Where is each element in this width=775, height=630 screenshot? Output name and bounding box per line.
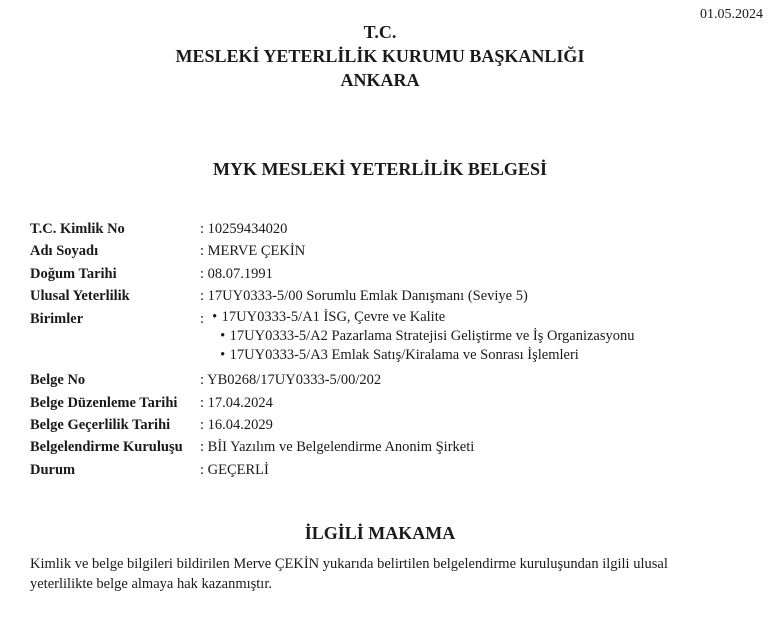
field-row-birimler (30, 308, 760, 366)
field-label: Doğum Tarihi (30, 265, 117, 282)
field-label: Adı Soyadı (30, 243, 99, 260)
bullet-icon: • (220, 347, 226, 364)
field-row-ulusal (30, 285, 760, 307)
field-row-kimlik (30, 218, 760, 240)
field-label: Belgelendirme Kuruluşu (30, 439, 183, 456)
statement-paragraph: Kimlik ve belge bilgileri bildirilen Merve ÇEKİN yukarıda belirtilen belgelendirme kuruluşundan ilgili ulusal yeterlilikte belge almaya hak kazanmıştır. (30, 556, 668, 592)
field-label: Belge No (30, 372, 86, 389)
list-item (208, 308, 635, 327)
field-row-durum (30, 459, 760, 481)
field-row-duzenleme (30, 392, 760, 414)
unit-text: 17UY0333-5/A2 Pazarlama Stratejisi Geliştirme ve İş Organizasyonu (229, 327, 635, 344)
field-label: Belge Geçerlilik Tarihi (30, 417, 171, 434)
field-label: Durum (30, 461, 76, 478)
field-value-units (200, 308, 760, 366)
field-row-gecerlilik (30, 414, 760, 436)
field-row-kurulus (30, 436, 760, 458)
field-value: : MERVE ÇEKİN (200, 243, 306, 260)
field-label: Birimler (30, 310, 84, 327)
field-value: : 16.04.2029 (200, 417, 273, 434)
field-value: : GEÇERLİ (200, 461, 269, 478)
unit-text: 17UY0333-5/A1 İSG, Çevre ve Kalite (221, 308, 446, 325)
list-item (208, 327, 635, 346)
document-header (0, 20, 760, 92)
field-value: : BİI Yazılım ve Belgelendirme Anonim Şirketi (200, 439, 475, 456)
unit-text: 17UY0333-5/A3 Emlak Satış/Kiralama ve Sonrası İşlemleri (229, 347, 579, 364)
field-prefix: : (200, 310, 205, 327)
header-line-institution: MESLEKİ YETERLİLİK KURUMU BAŞKANLIĞI (175, 46, 585, 66)
field-label: Ulusal Yeterlilik (30, 288, 130, 305)
field-value: : 08.07.1991 (200, 265, 273, 282)
field-row-belge-no (30, 369, 760, 391)
field-label: T.C. Kimlik No (30, 221, 125, 237)
field-value: : 17UY0333-5/00 Sorumlu Emlak Danışmanı (Seviye 5) (200, 288, 528, 305)
document-title: MYK MESLEKİ YETERLİLİK BELGESİ (213, 159, 547, 179)
bullet-icon: • (212, 308, 218, 325)
list-item (208, 346, 635, 365)
units-list (208, 308, 635, 366)
certificate-fields (30, 218, 760, 481)
field-value: : 10259434020 (200, 221, 288, 237)
header-line-city: ANKARA (340, 70, 420, 90)
field-value: : 17.04.2024 (200, 394, 273, 411)
field-label: Belge Düzenleme Tarihi (30, 394, 178, 411)
bullet-icon: • (220, 327, 226, 344)
field-row-dogum (30, 263, 760, 285)
field-row-ad-soyad (30, 240, 760, 262)
field-value: : YB0268/17UY0333-5/00/202 (200, 372, 382, 389)
document-date: 01.05.2024 (700, 7, 763, 22)
section-title: İLGİLİ MAKAMA (304, 523, 456, 543)
header-line-country: T.C. (363, 22, 397, 42)
